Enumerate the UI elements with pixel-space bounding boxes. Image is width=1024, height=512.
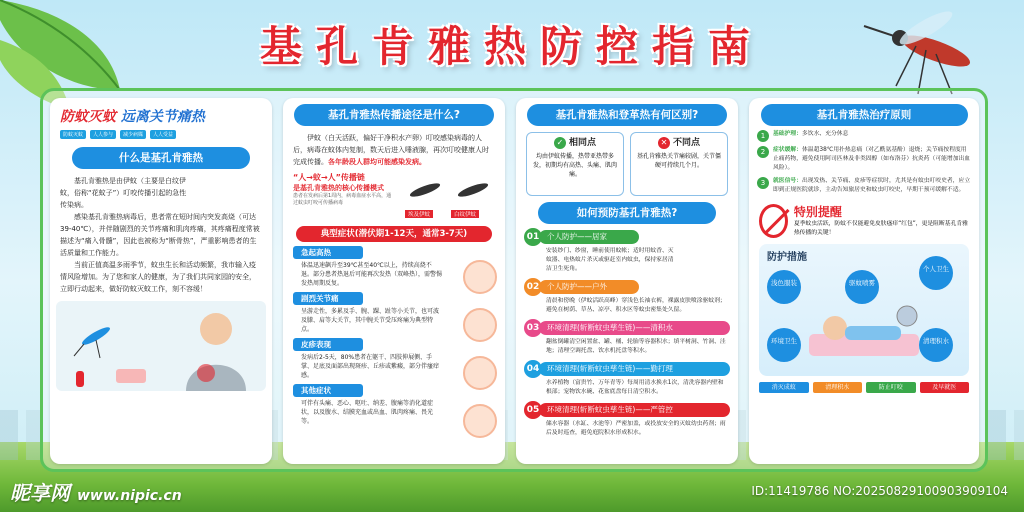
panel-treatment: [749, 98, 979, 464]
bubble-spray: 驱蚊喷雾: [845, 270, 879, 304]
protection-measures: [759, 244, 969, 376]
step-text: 清晨和傍晚（伊蚊活跃高峰）穿浅色长袖衣裤，裸露皮肤喷涂驱蚊剂；避免在树荫、草丛、凉亭、积水区等蚊虫密集处久留。: [546, 298, 726, 313]
page-title: 基孔肯雅热防控指南: [259, 22, 764, 71]
bubble-environment: 环境卫生: [767, 328, 801, 362]
diff-box: [630, 132, 728, 196]
image-id: ID:11419786 NO:20250829100903909104: [751, 484, 1008, 498]
section-heading: 基孔肯雅热和登革热有何区别?: [527, 104, 727, 126]
watermark: [10, 477, 182, 506]
same-text: 均由伊蚊传播，热带亚热带多发，初期均有高热、头痛、肌肉痛。: [532, 153, 617, 178]
item-text: 多饮水、充分休息: [802, 131, 849, 137]
symptom-illustration: [463, 260, 497, 294]
step-number: 05: [524, 401, 542, 419]
step-number: 02: [524, 278, 542, 296]
step-label: 环境清理(斩断蚊虫孳生链)——清积水: [539, 321, 730, 335]
treatment-item: [757, 177, 971, 195]
prevention-step: [524, 228, 730, 246]
symptom-name: 皮疹表现: [293, 338, 363, 351]
prevention-step: [524, 278, 730, 296]
step-number: 03: [524, 319, 542, 337]
step-text: 安装纱门、纱窗，睡前使用蚊帐；适时用蚊香、灭蚊器、电热蚊片杀灭或驱赶室内蚊虫，保持家居清洁卫生死角。: [546, 248, 674, 272]
bottom-tag: 消灭成蚊: [759, 382, 809, 393]
section-heading: 基孔肯雅热治疗原则: [761, 104, 968, 126]
symptom-illustration: [463, 404, 497, 438]
bottom-tag: 清理积水: [813, 382, 863, 393]
mosquito-pair-icon: [403, 172, 498, 208]
symptom-text: 体温迅速飙升至39℃甚至40℃以上，持续高烧不退。部分患者热退后可能再次发热（双峰热），需警惕发热周期反复。: [301, 262, 443, 287]
chain-title: “人→蚊→人”传播链: [293, 173, 365, 182]
symptom-name: 剧烈关节痛: [293, 292, 363, 305]
chain-note: 患者在发病后第1周内，病毒血症水平高，通过蚊虫叮咬可传播病毒: [293, 193, 392, 206]
item-title: 症状缓解：: [773, 147, 802, 153]
symptom-heading: 典型症状(潜伏期1-12天，通常3-7天): [296, 226, 491, 242]
special-alert: [759, 203, 969, 238]
item-number: 3: [757, 177, 769, 189]
transmission-text: [283, 132, 505, 168]
step-number: 04: [524, 360, 542, 378]
step-label: 环境清理(斩断蚊虫孳生链)——勤打理: [539, 362, 730, 376]
no-mosquito-icon: [759, 204, 788, 238]
chain-subtitle: 是基孔肯雅热的核心传播模式: [293, 184, 384, 192]
comparison: [516, 126, 738, 202]
albopictus-label: 白纹伊蚊: [451, 210, 479, 218]
diff-title: 不同点: [672, 138, 700, 148]
bottom-tag: 及早就医: [920, 382, 970, 393]
watermark-text: 昵享网: [10, 481, 70, 505]
step-number: 01: [524, 228, 542, 246]
bottom-actions: [759, 382, 969, 393]
transmission-chain: [293, 172, 495, 222]
cross-icon: ✕: [658, 137, 670, 149]
step-label: 个人防护——居家: [539, 230, 639, 244]
step-text: 翻盆倒罐清空闲置盆、罐、桶、轮胎等容器积水；填平树洞、竹洞、洼地；清理空调托盘、饮水机托盘等积水。: [546, 339, 726, 354]
alert-title: 特别提醒: [793, 205, 842, 219]
child-sleeping-icon: [809, 304, 919, 364]
same-title: 相同点: [568, 138, 596, 148]
step-label: 个人防护——户外: [539, 280, 639, 294]
diff-text: 基孔肯雅热关节痛较剧，关节僵硬可持续几个月。: [636, 153, 721, 169]
definition-text: 基孔肯雅热是由伊蚊（主要是白纹伊蚊，俗称“花蚊子”）叮咬传播引起的急性传染病。: [60, 177, 187, 209]
bubble-clothing: 浅色服装: [767, 270, 801, 304]
panel-difference-prevention: [516, 98, 738, 464]
tag: 人人参与: [90, 130, 116, 139]
same-box: [526, 132, 624, 196]
item-title: 基础护理：: [773, 131, 802, 137]
symptom-list: [283, 246, 505, 426]
symptom-name: 急起高热: [293, 246, 363, 259]
prevention-step: [524, 319, 730, 337]
panel-what-is: [50, 98, 272, 464]
bubble-hygiene: 个人卫生: [919, 256, 953, 290]
section-heading: 基孔肯雅热传播途径是什么?: [294, 104, 494, 126]
symptom-text: 发病后2-5天，80%患者在躯干、四肢伸展侧、手掌、足底及面部出现斑疹、丘疹或紫癜，部分伴瘙痒感。: [301, 354, 440, 379]
tag: 人人受益: [150, 130, 176, 139]
symptom-illustration: [463, 308, 497, 342]
item-text: 出现发热、关节痛、皮疹等症状时，尤其是有蚊虫叮咬史者，应立即到正规医院就诊，主动告知旅居史和蚊虫叮咬史，早期干预可缓解不适。: [773, 178, 971, 193]
mosquito-icon: [856, 6, 1006, 96]
transmission-warning: 各年龄段人群均可能感染发病。: [328, 158, 426, 166]
slogan-tags: [50, 128, 272, 141]
item-number: 2: [757, 146, 769, 158]
aedes-label: 埃及伊蚊: [405, 210, 433, 218]
protection-heading: 防护措施: [767, 252, 807, 263]
step-label: 环境清理(斩断蚊虫孳生链)——严管控: [539, 403, 730, 417]
item-number: 1: [757, 130, 769, 142]
transmission-body: 伊蚊（白天活跃，偏好干净积水产卵）叮咬感染病毒的人后，病毒在蚊体内复制，数天后进入唾液腺，再次叮咬健康人时完成传播。: [293, 134, 489, 166]
check-icon: ✓: [554, 137, 566, 149]
prevention-step: [524, 360, 730, 378]
prevention-step: [524, 401, 730, 419]
slogan-b: 远离关节痛热: [120, 109, 205, 125]
bottom-tag: 防止叮咬: [866, 382, 916, 393]
treatment-item: [757, 146, 971, 173]
call-to-action-text: 当前正值高温多雨季节，蚊虫生长和活动频繁，我市输入疫情风险增加。为了您和家人的健康，为了我们共同家园的安全，立即行动起来，做好防蚊灭蚊工作，刻不容缓！: [60, 261, 256, 293]
item-title: 就医信号：: [773, 178, 802, 184]
item-text: 体温超38℃用扑热息痛（对乙酰氨基酚）退烧；关节痛按程度用止痛药物，避免使用阿司匹林及非类固醇（如布洛芬）抗炎药（可能增加出血风险）。: [773, 147, 971, 171]
alert-text: 夏季蚊虫活跃，防蚊不仅能避免皮肤瘙痒“红包”，更是阻断基孔肯雅热传播的关键！: [793, 221, 968, 236]
section-heading: 如何预防基孔肯雅热?: [538, 202, 716, 224]
bubble-water: 清理积水: [919, 328, 953, 362]
symptom-illustration: [463, 356, 497, 390]
treatment-item: [757, 130, 971, 142]
symptom-text: 可伴有头痛、恶心、呕吐、纳差、腹痛等消化道症状，以及腹水、结膜充血或出血、肌肉疼痛、畏光等。: [301, 400, 434, 425]
tag: 减少病媒: [120, 130, 146, 139]
section-heading: 什么是基孔肯雅热: [72, 147, 250, 169]
panel-transmission: [283, 98, 505, 464]
tag: 防蚊灭蚊: [60, 130, 86, 139]
symptom-name: 其他症状: [293, 384, 363, 397]
slogan-a: 防蚊灭蚊: [60, 109, 116, 125]
patient-illustration-icon: [56, 301, 266, 391]
watermark-url: www.nipic.cn: [76, 488, 182, 504]
symptom-text: 呈游走性，多累及手、腕、踝、趾等小关节，也可波及膝、肩等大关节，其中腕关节受压疼痛为典型特点。: [301, 308, 440, 333]
slogan: [50, 98, 272, 128]
step-text: 储水容器（水缸、水池等）严密加盖，或投放安全的灭蚊幼虫药剂；雨后及时巡查，避免庭院积水形成积水。: [546, 421, 726, 436]
step-text: 水养植物（富贵竹、万年青等）每周用清水换水1次，清洗容器内壁和根部；宠物饮水碗、花盆底盘每日清空积水。: [546, 380, 724, 395]
symptom-text: 感染基孔肯雅热病毒后，患者常在短时间内突发高烧（可达39-40℃），并伴随剧烈的关节疼痛和肌肉疼痛，其疼痛程度常被描述为“痛入骨髓”，因此也被称为“断骨热”，严重影响患者的生活质量和工作能力。: [60, 213, 260, 257]
